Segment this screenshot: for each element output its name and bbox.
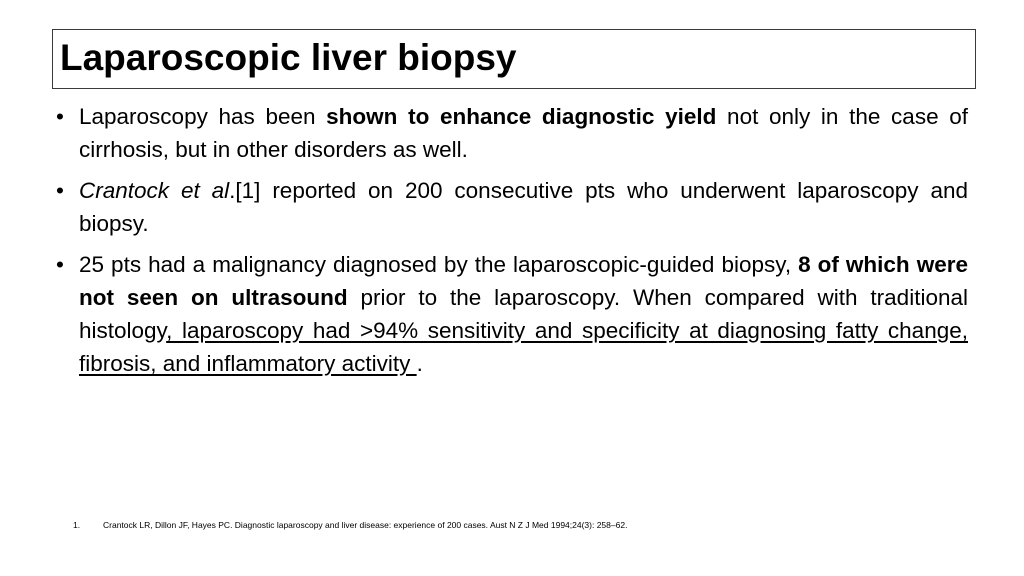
bullet-text: .[1] reported on 200 consecutive pts who underwent laparoscopy and biopsy. — [79, 178, 969, 236]
footnote — [73, 519, 973, 531]
bullet-item — [56, 100, 968, 166]
bullet-underlined-text: , laparoscopy had >94% sensitivity and specificity at diagnosing fatty change, fibrosis, and inflammatory activity — [79, 318, 968, 376]
bullet-text: Laparoscopy has been — [79, 104, 327, 129]
bullet-citation-authors: Crantock et al — [79, 178, 230, 203]
bullet-text: prior to the laparoscopy. When compared with traditional histology — [79, 285, 968, 343]
bullet-dot-icon: • — [56, 252, 64, 277]
bullet-emphasis: 8 of which were not seen on ultrasound — [79, 252, 968, 310]
bullet-emphasis: shown to enhance diagnostic yield — [326, 104, 717, 129]
footnote-text: Crantock LR, Dillon JF, Hayes PC. Diagnostic laparoscopy and liver disease: experience of 200 cases. Aust N Z J Med 1994;24(3): 258–62. — [103, 520, 628, 530]
bullet-text: not only in the case of cirrhosis, but in other disorders as well. — [79, 104, 969, 162]
bullet-list — [56, 100, 968, 388]
bullet-text: 25 pts had a malignancy diagnosed by the laparoscopic-guided biopsy, — [79, 252, 799, 277]
slide-title: Laparoscopic liver biopsy — [60, 37, 517, 78]
bullet-dot-icon: • — [56, 178, 64, 203]
footnote-number: 1. — [73, 520, 81, 530]
bullet-item — [56, 248, 968, 380]
bullet-text: . — [416, 351, 423, 376]
bullet-item — [56, 174, 968, 240]
bullet-dot-icon: • — [56, 104, 64, 129]
title-box — [52, 29, 976, 89]
